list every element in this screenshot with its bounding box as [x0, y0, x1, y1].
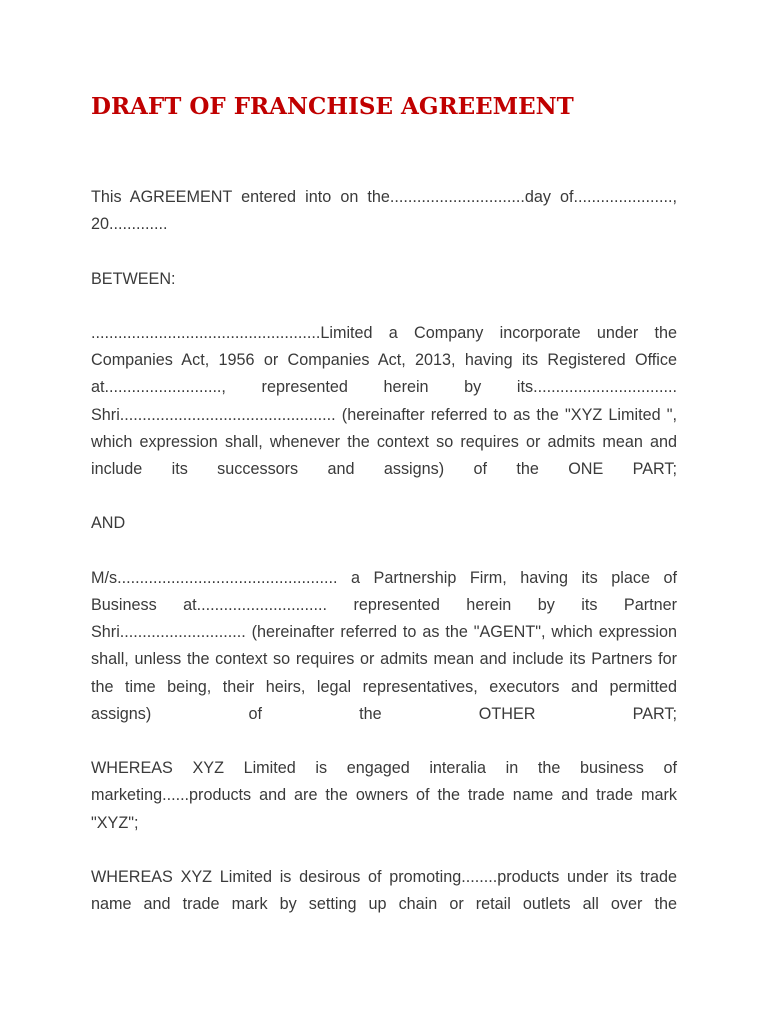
document-title: DRAFT OF FRANCHISE AGREEMENT	[91, 93, 574, 120]
and-heading: AND	[91, 514, 126, 533]
between-heading: BETWEEN:	[91, 269, 176, 288]
second-party-paragraph: M/s................................................. a Partnership Firm, having its place of Business at............................. represented herein by its Partner Shri............................ (hereinafter referred to as the "AGENT", which expression shall, unless the context so requires or admits mean and include its Partners for the time being, their heirs, legal representatives, executors and permitted assigns) of the OTHER PART;	[91, 568, 677, 723]
first-party-paragraph: ...................................................Limited a Company incorporate under the Companies Act, 1956 or Companies Act, 2013, having its Registered Office at.........................., represented herein by its................................ Shri................................................ (hereinafter referred to as the "XYZ Limited ", which expression shall, whenever the context so requires or admits mean and include its successors and assigns) of the ONE PART;	[91, 323, 677, 478]
whereas-paragraph-2: WHEREAS XYZ Limited is desirous of promoting........products under its trade name and trade mark by setting up chain or retail outlets all over the	[91, 867, 677, 914]
agreement-date-paragraph: This AGREEMENT entered into on the..............................day of......................, 20.............	[91, 188, 677, 234]
document-body	[91, 184, 677, 946]
whereas-paragraph-1: WHEREAS XYZ Limited is engaged interalia in the business of marketing......products and are the owners of the trade name and trade mark "XYZ";	[91, 759, 677, 832]
